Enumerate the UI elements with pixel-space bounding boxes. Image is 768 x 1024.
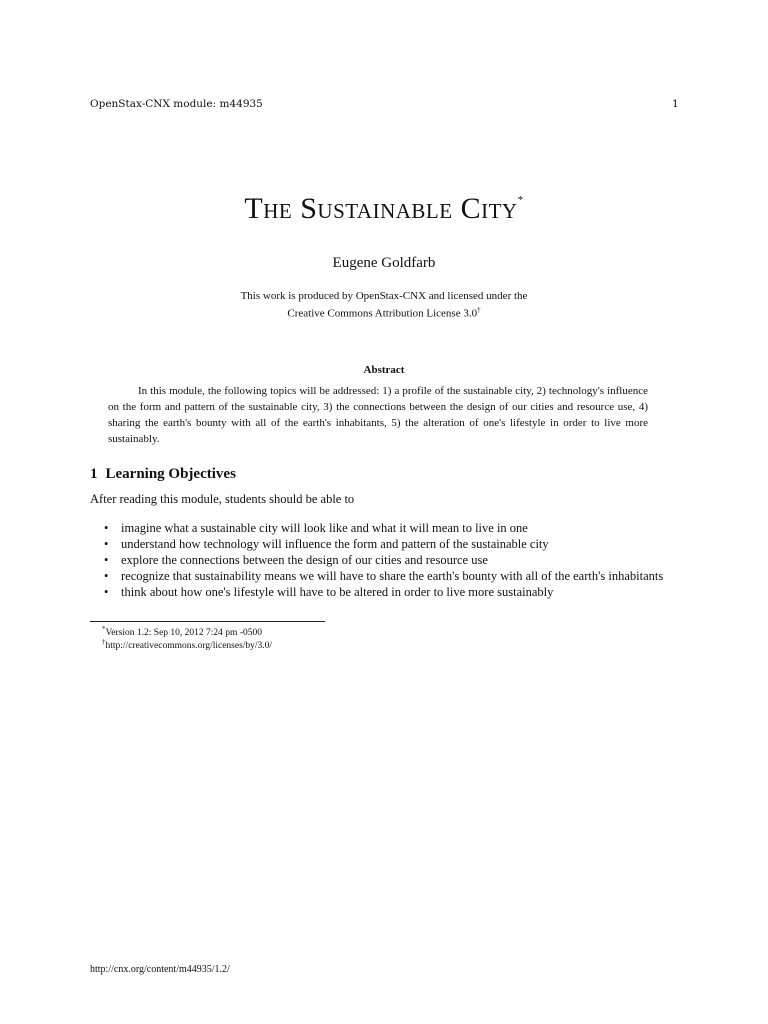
title-text: The Sustainable City [244, 192, 518, 225]
author-name: Eugene Goldfarb [332, 255, 436, 271]
section-intro: After reading this module, students should be able to [90, 492, 355, 506]
objectives-list [104, 520, 664, 600]
section-number: 1 [90, 466, 98, 482]
license-footnote-marker: † [477, 306, 481, 314]
license-line-2 [0, 306, 768, 320]
footnote-text: Version 1.2: Sep 10, 2012 7:24 pm -0500 [105, 628, 262, 639]
footnote-marker: † [102, 638, 106, 646]
license-line-1: This work is produced by OpenStax-CNX and licensed under the [240, 290, 528, 302]
section-heading [90, 466, 236, 483]
page-number: 1 [672, 98, 679, 110]
section-title: Learning Objectives [105, 466, 236, 482]
abstract-body: In this module, the following topics will be addressed: 1) a profile of the sustainable city, 2) technology's influence on the form and pattern of the sustainable city, 3) the connections between the design of our cities and resource use, 4) sharing the earth's bounty with all of the earth's inhabitants, 5) the alteration of one's lifestyle in order to live more sustainably. [108, 385, 648, 445]
footnote-version [102, 625, 262, 638]
list-item: • think about how one's lifestyle will have to be altered in order to live more sustainably [104, 584, 664, 600]
title-footnote-marker: * [517, 194, 524, 206]
license-link[interactable]: Creative Commons Attribution License 3.0 [287, 307, 478, 320]
list-item: • recognize that sustainability means we will have to share the earth's bounty with all of the earth's inhabitants [104, 568, 664, 584]
list-item: • understand how technology will influence the form and pattern of the sustainable city [104, 536, 664, 552]
running-header-module: OpenStax-CNX module: m44935 [90, 98, 263, 110]
footnote-divider [90, 621, 325, 622]
list-item: • imagine what a sustainable city will look like and what it will mean to live in one [104, 520, 664, 536]
document-title [0, 192, 768, 226]
footer-url[interactable]: http://cnx.org/content/m44935/1.2/ [90, 964, 230, 975]
footnote-license-url [102, 638, 272, 651]
abstract-heading: Abstract [363, 364, 405, 376]
footnote-marker: * [102, 625, 106, 633]
footnote-link[interactable]: http://creativecommons.org/licenses/by/3.0/ [105, 641, 273, 652]
list-item: • explore the connections between the design of our cities and resource use [104, 552, 664, 568]
